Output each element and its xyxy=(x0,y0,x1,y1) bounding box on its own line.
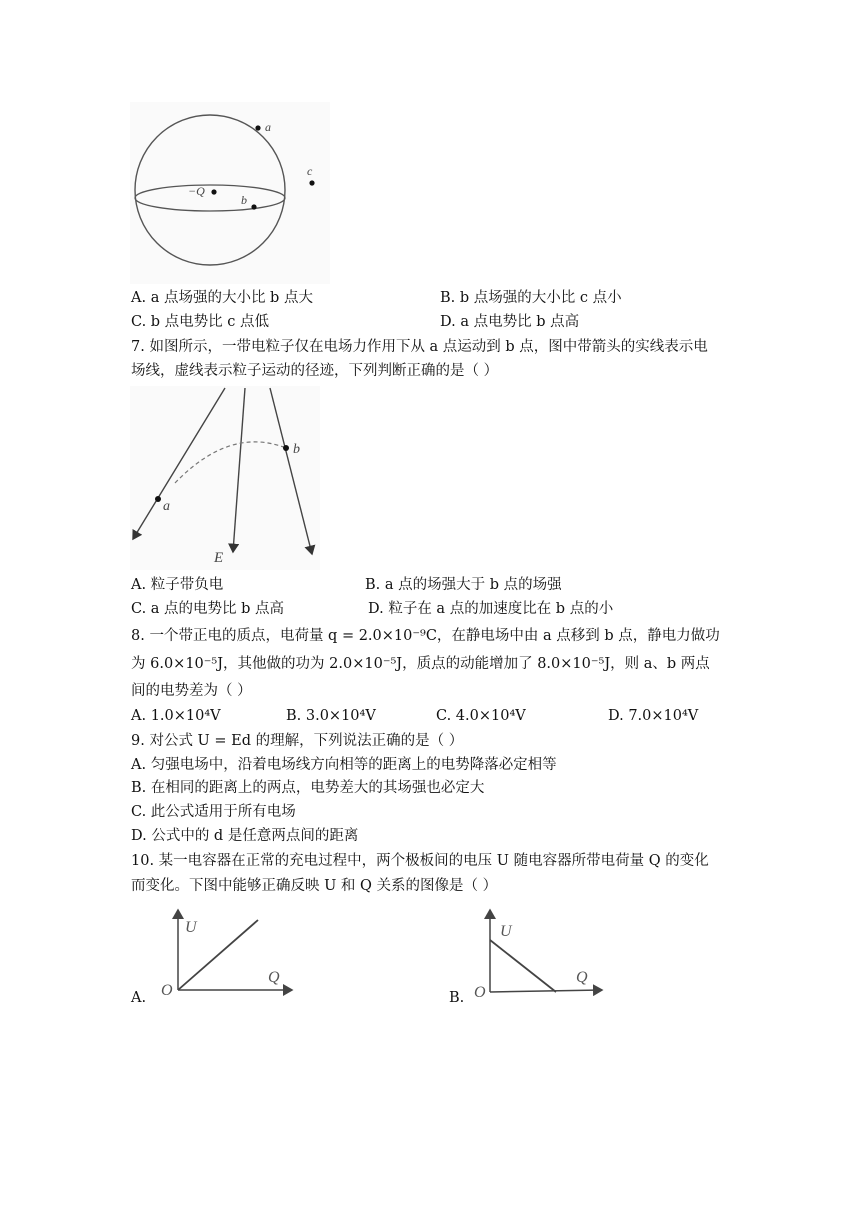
q8-option-d: D. 7.0×10⁴V xyxy=(608,708,699,724)
q10-b-origin: O xyxy=(474,984,486,998)
q10-b-axis-q: Q xyxy=(576,969,588,986)
q9-option-a: A. 匀强电场中，沿着电场线方向相等的距离上的电势降落必定相等 xyxy=(131,757,557,773)
q10-option-a-label: A. xyxy=(131,990,147,1006)
q9-stem: 9. 对公式 U = Ed 的理解，下列说法正确的是（ ） xyxy=(131,733,464,749)
q10-graph-b xyxy=(472,906,608,998)
q6-option-d: D. a 点电势比 b 点高 xyxy=(440,314,580,330)
q7-option-c: C. a 点的电势比 b 点高 xyxy=(131,601,285,617)
q6-option-c: C. b 点电势比 c 点低 xyxy=(131,314,270,330)
q6-label-a: a xyxy=(265,120,271,134)
q7-stem-line2: 场线，虚线表示粒子运动的径迹，下列判断正确的是（ ） xyxy=(131,363,499,379)
q8-stem-line3: 间的电势差为（ ） xyxy=(131,683,252,699)
q9-option-c: C. 此公式适用于所有电场 xyxy=(131,804,296,820)
q7-stem-line1: 7. 如图所示，一带电粒子仅在电场力作用下从 a 点运动到 b 点，图中带箭头的实线表示电 xyxy=(131,339,708,355)
q8-option-a: A. 1.0×10⁴V xyxy=(131,708,221,724)
q9-option-d: D. 公式中的 d 是任意两点间的距离 xyxy=(131,828,359,844)
q7-field-line-figure xyxy=(130,386,320,570)
q10-b-axis-u: U xyxy=(500,923,512,940)
q6-label-c: c xyxy=(307,164,313,178)
q9-option-b: B. 在相同的距离上的两点，电势差大的其场强也必定大 xyxy=(131,780,485,796)
q6-label-charge: −Q xyxy=(188,184,205,198)
q7-option-d: D. 粒子在 a 点的加速度比在 b 点的小 xyxy=(368,601,614,617)
q7-label-a: a xyxy=(163,499,170,514)
q10-stem-line2: 而变化。下图中能够正确反映 U 和 Q 关系的图像是（ ） xyxy=(131,878,498,894)
q6-option-b: B. b 点场强的大小比 c 点小 xyxy=(440,290,622,306)
q10-a-axis-q: Q xyxy=(268,969,280,986)
q7-option-b: B. a 点的场强大于 b 点的场强 xyxy=(365,577,562,593)
q6-sphere-figure xyxy=(130,102,330,284)
q10-stem-line1: 10. 某一电容器在正常的充电过程中，两个极板间的电压 U 随电容器所带电荷量 Q 的变化 xyxy=(131,853,709,869)
q8-option-c: C. 4.0×10⁴V xyxy=(436,708,526,724)
q7-option-a: A. 粒子带负电 xyxy=(131,577,224,593)
q10-graph-a xyxy=(158,906,298,998)
q8-stem-line1: 8. 一个带正电的质点，电荷量 q = 2.0×10⁻⁹C，在静电场中由 a 点移到 b 点，静电力做功 xyxy=(131,628,720,644)
q10-a-axis-u: U xyxy=(185,919,197,936)
q7-label-b: b xyxy=(293,442,300,457)
q7-label-e: E xyxy=(214,550,224,566)
q8-stem-line2: 为 6.0×10⁻⁵J，其他做的功为 2.0×10⁻⁵J，质点的动能增加了 8.0×10⁻⁵J，则 a、b 两点 xyxy=(131,656,710,672)
q10-option-b-label: B. xyxy=(449,990,465,1006)
q6-option-a: A. a 点场强的大小比 b 点大 xyxy=(131,290,313,306)
q10-a-origin: O xyxy=(161,982,173,998)
q6-label-b: b xyxy=(241,193,247,207)
q8-option-b: B. 3.0×10⁴V xyxy=(286,708,376,724)
